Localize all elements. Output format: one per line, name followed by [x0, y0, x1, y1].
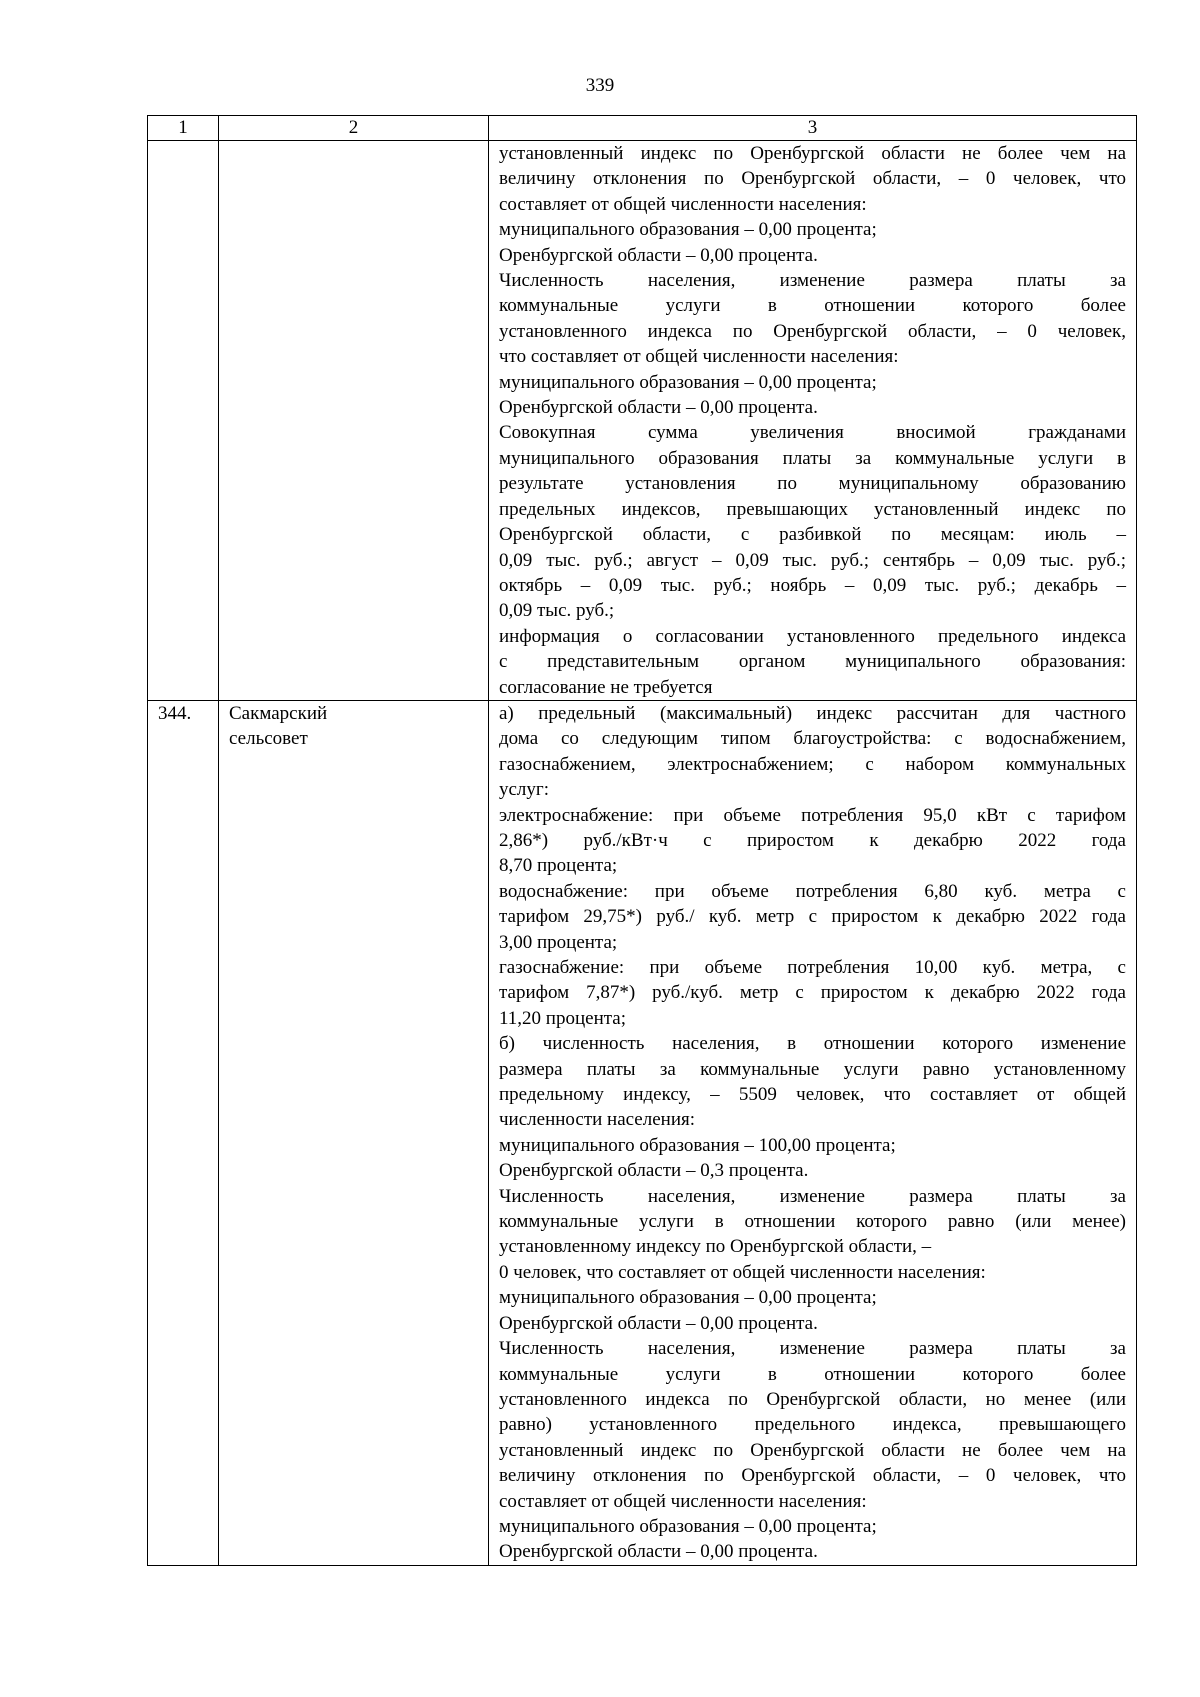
text-line: коммунальные услуги в отношении которого более [499, 1363, 1126, 1385]
row-number-cell: 344. [148, 700, 219, 1565]
municipality-cell [219, 700, 489, 1565]
text-line: 8,70 процента; [499, 855, 618, 877]
text-line: Численность населения, изменение размера платы за [499, 270, 1126, 292]
municipality-cell [219, 141, 489, 701]
text-line: газоснабжением, электроснабжением; с набором коммунальных [499, 753, 1126, 775]
text-line: газоснабжение: при объеме потребления 10,00 куб. метра, с [499, 957, 1126, 978]
text-line: муниципального образования – 0,00 процента; [499, 1515, 877, 1537]
text-line: тарифом 29,75*) руб./ куб. метр с приростом к декабрю 2022 года [499, 906, 1126, 928]
text-line: установленный индекс по Оренбургской области не более чем на [499, 1439, 1126, 1461]
text-line: б) численность населения, в отношении которого изменение [499, 1033, 1126, 1055]
text-line: численности населения: [499, 1109, 696, 1131]
text-line: муниципального образования – 100,00 процента; [499, 1134, 896, 1156]
text-line: с представительным органом муниципального образования: [499, 651, 1126, 673]
text-line: услуг: [499, 779, 549, 801]
text-line: муниципального образования платы за коммунальные услуги в [499, 447, 1126, 469]
text-line: величину отклонения по Оренбургской области, – 0 человек, что [499, 168, 1126, 190]
text-line: 3,00 процента; [499, 931, 618, 953]
text-line: Оренбургской области, с разбивкой по месяцам: июль – [499, 524, 1126, 546]
text-line: муниципального образования – 0,00 процента; [499, 371, 877, 393]
text-line: 0 человек, что составляет от общей численности населения: [499, 1261, 986, 1283]
table-header-row [148, 116, 1137, 141]
text-line: 2,86*) руб./кВт·ч с приростом к декабрю 2022 года [499, 829, 1126, 851]
description-cell [489, 700, 1137, 1565]
text-line: Оренбургской области – 0,00 процента. [499, 1541, 818, 1563]
text-line: величину отклонения по Оренбургской области, – 0 человек, что [499, 1465, 1126, 1487]
text-line: Численность населения, изменение размера платы за [499, 1185, 1126, 1207]
text-line: 11,20 процента; [499, 1007, 626, 1029]
text-line: Оренбургской области – 0,00 процента. [499, 397, 818, 419]
page-number: 339 [585, 75, 615, 96]
text-line: предельному индексу, – 5509 человек, что составляет от общей [499, 1084, 1126, 1106]
text-line: тарифом 7,87*) руб./куб. метр с приростом к декабрю 2022 года [499, 982, 1126, 1004]
text-line: 0,09 тыс. руб.; август – 0,09 тыс. руб.; сентябрь – 0,09 тыс. руб.; [499, 549, 1126, 571]
column-header-1: 1 [148, 116, 219, 141]
text-line: установленный индекс по Оренбургской области не более чем на [499, 143, 1126, 164]
text-line: равно) установленного предельного индекса, превышающего [499, 1414, 1126, 1436]
index-table [147, 115, 1137, 1566]
text-line: Совокупная сумма увеличения вносимой гражданами [499, 422, 1126, 444]
text-line: муниципального образования – 0,00 процента; [499, 1287, 877, 1309]
text-line: коммунальные услуги в отношении которого более [499, 295, 1126, 317]
text-line: установленного индекса по Оренбургской области, – 0 человек, [499, 320, 1126, 342]
text-line: Оренбургской области – 0,00 процента. [499, 1312, 818, 1334]
text-line: а) предельный (максимальный) индекс рассчитан для частного [499, 702, 1126, 724]
text-line: согласование не требуется [499, 676, 713, 698]
text-line: установленного индекса по Оренбургской области, но менее (или [499, 1388, 1126, 1410]
text-line: составляет от общей численности населения: [499, 193, 867, 215]
text-line: муниципального образования – 0,00 процента; [499, 219, 877, 241]
text-line: Численность населения, изменение размера платы за [499, 1338, 1126, 1360]
text-line: электроснабжение: при объеме потребления 95,0 кВт с тарифом [499, 804, 1126, 826]
text-line: Оренбургской области – 0,3 процента. [499, 1160, 809, 1182]
text-line: водоснабжение: при объеме потребления 6,80 куб. метра с [499, 880, 1126, 902]
text-line: составляет от общей численности населения: [499, 1490, 867, 1512]
text-line: 0,09 тыс. руб.; [499, 600, 615, 622]
row-number-cell [148, 141, 219, 701]
text-line: коммунальные услуги в отношении которого равно (или менее) [499, 1211, 1126, 1233]
text-line: установленному индексу по Оренбургской области, – [499, 1236, 932, 1258]
municipality-type: сельсовет [229, 728, 308, 750]
municipality-name: Сакмарский [229, 702, 328, 724]
text-line: информация о согласовании установленного предельного индекса [499, 625, 1126, 647]
text-line: октябрь – 0,09 тыс. руб.; ноябрь – 0,09 тыс. руб.; декабрь – [499, 574, 1126, 596]
table-row-344 [148, 700, 1137, 1565]
text-line: дома со следующим типом благоустройства: с водоснабжением, [499, 728, 1126, 750]
text-line: предельных индексов, превышающих установленный индекс по [499, 498, 1126, 520]
table-row-continuation [148, 141, 1137, 701]
text-line: результате установления по муниципальному образованию [499, 473, 1126, 495]
text-line: что составляет от общей численности населения: [499, 346, 899, 368]
text-line: размера платы за коммунальные услуги равно установленному [499, 1058, 1126, 1080]
column-header-3: 3 [489, 116, 1137, 141]
column-header-2: 2 [219, 116, 489, 141]
description-cell [489, 141, 1137, 701]
text-line: Оренбургской области – 0,00 процента. [499, 244, 818, 266]
